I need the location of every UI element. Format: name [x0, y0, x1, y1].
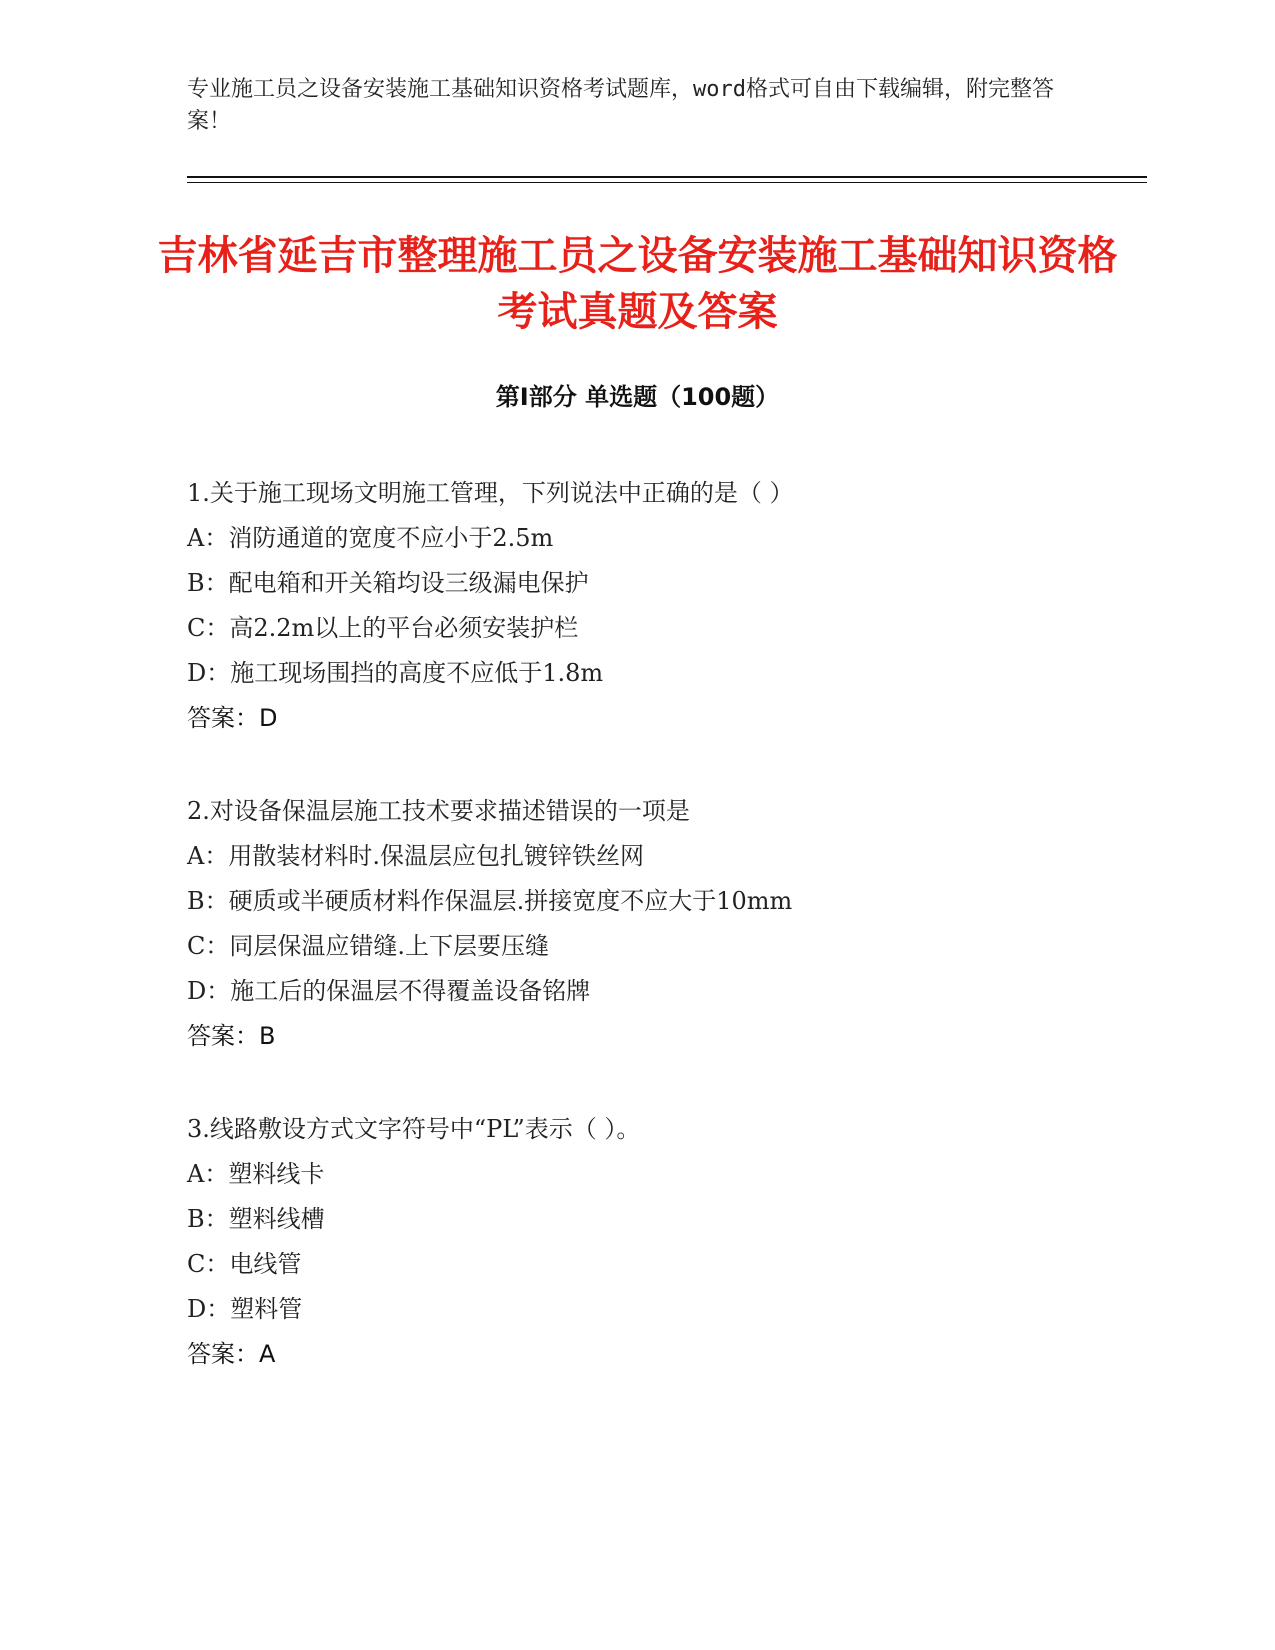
option-a: A：塑料线卡: [187, 1160, 325, 1188]
option-c: C：高2.2m以上的平台必须安装护栏: [187, 614, 579, 642]
document-title: 吉林省延吉市整理施工员之设备安装施工基础知识资格考试真题及答案: [157, 233, 1118, 335]
question-stem: 2.对设备保温层施工技术要求描述错误的一项是: [187, 797, 690, 825]
option-d: D：施工后的保温层不得覆盖设备铭牌: [187, 977, 591, 1005]
question-block: [187, 789, 1187, 1059]
answer-line: 答案：A: [187, 1340, 276, 1368]
option-c: C：电线管: [187, 1250, 302, 1278]
option-b: B：塑料线槽: [187, 1205, 325, 1233]
section-heading: 第Ⅰ部分 单选题（100题）: [495, 383, 780, 411]
question-stem: 3.线路敷设方式文字符号中“PL”表示（ ）。: [187, 1115, 641, 1143]
header-divider-thin: [187, 182, 1147, 183]
option-a: A：消防通道的宽度不应小于2.5m: [187, 524, 554, 552]
option-a: A：用散装材料时.保温层应包扎镀锌铁丝网: [187, 842, 644, 870]
option-d: D：塑料管: [187, 1295, 303, 1323]
answer-line: 答案：D: [187, 704, 278, 732]
answer-line: 答案：B: [187, 1022, 276, 1050]
question-stem: 1.关于施工现场文明施工管理，下列说法中正确的是（ ）: [187, 479, 794, 507]
question-block: [187, 1107, 1187, 1377]
header-divider-thick: [187, 176, 1147, 178]
header-note: 专业施工员之设备安装施工基础知识资格考试题库，word格式可自由下载编辑，附完整答案！: [187, 77, 1054, 134]
option-c: C：同层保温应错缝.上下层要压缝: [187, 932, 549, 960]
option-d: D：施工现场围挡的高度不应低于1.8m: [187, 659, 604, 687]
option-b: B：配电箱和开关箱均设三级漏电保护: [187, 569, 589, 597]
question-block: [187, 471, 1187, 741]
option-b: B：硬质或半硬质材料作保温层.拼接宽度不应大于10mm: [187, 887, 793, 915]
